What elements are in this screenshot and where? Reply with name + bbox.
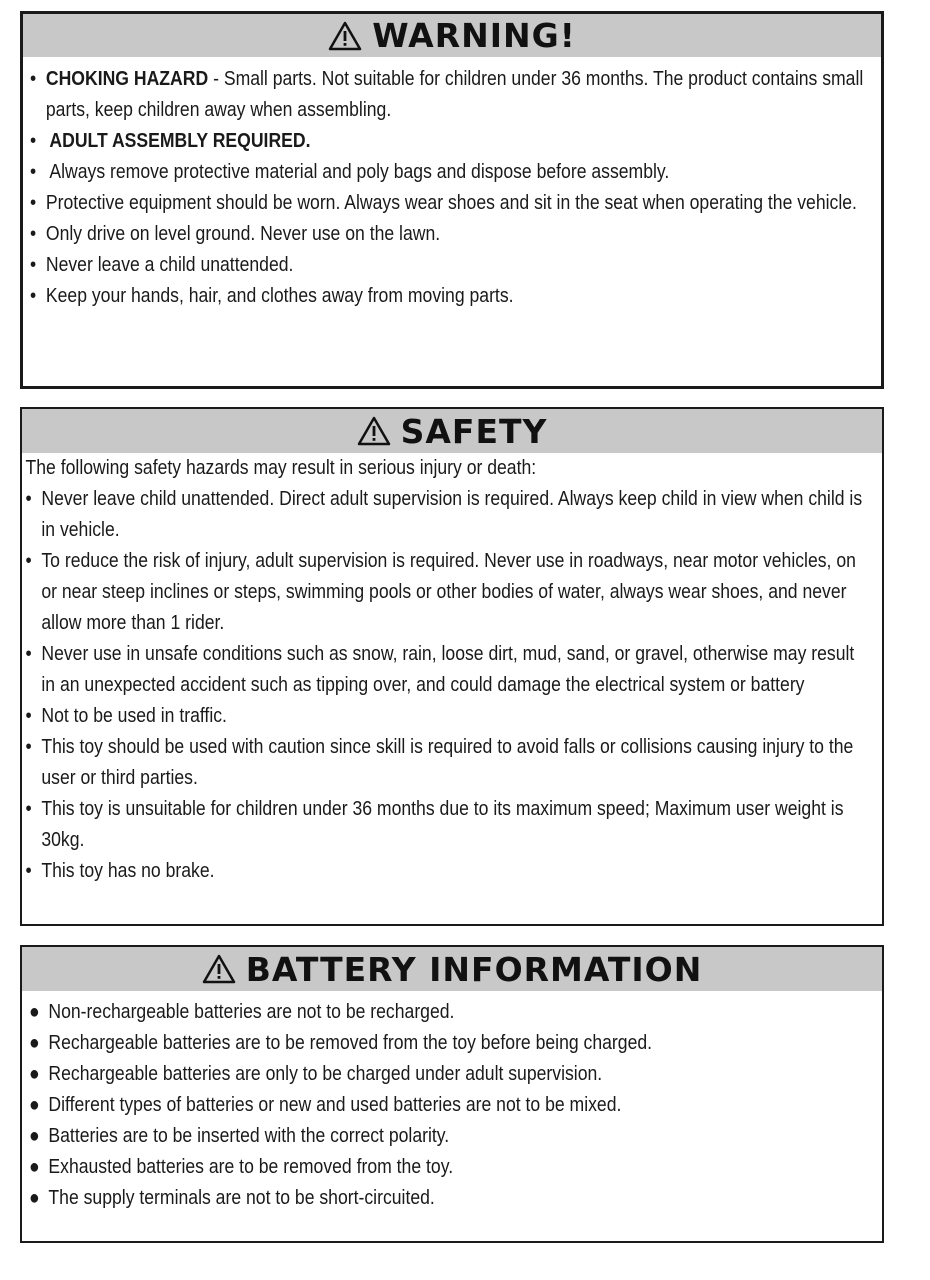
list-item: ● Rechargeable batteries are only to be charged under adult supervision. <box>29 1063 603 1085</box>
safety-title: SAFETY <box>400 411 548 451</box>
list-item: • Never leave child unattended. Direct adult supervision is required. Always keep child in view when child is in vehicle. <box>25 488 863 541</box>
safety-box <box>20 407 884 926</box>
warning-header <box>23 14 881 57</box>
list-item: • Never leave a child unattended. <box>30 254 294 276</box>
list-item: ● Different types of batteries or new and used batteries are not to be mixed. <box>29 1094 622 1116</box>
battery-title: BATTERY INFORMATION <box>245 949 703 989</box>
warning-triangle-icon <box>328 21 362 51</box>
safety-header <box>22 409 882 453</box>
warning-box <box>20 11 884 389</box>
list-item: • Not to be used in traffic. <box>25 705 227 727</box>
list-item: • Only drive on level ground. Never use on the lawn. <box>30 223 441 245</box>
warning-title: WARNING! <box>372 16 576 55</box>
list-item: • Keep your hands, hair, and clothes away from moving parts. <box>30 285 514 307</box>
battery-header <box>22 947 882 991</box>
battery-box <box>20 945 884 1243</box>
list-item: • Never use in unsafe conditions such as snow, rain, loose dirt, mud, sand, or gravel, otherwise may result in an unexpected accident such as tipping over, and could damage the electrical system or battery <box>25 643 855 696</box>
safety-intro: The following safety hazards may result in serious injury or death: <box>25 457 537 479</box>
list-item: ● Batteries are to be inserted with the correct polarity. <box>29 1125 450 1147</box>
list-item: • To reduce the risk of injury, adult supervision is required. Never use in roadways, near motor vehicles, on or near steep inclines or steps, swimming pools or other bodies of water, always wear shoes, and never allow more than 1 rider. <box>25 550 856 634</box>
warning-triangle-icon <box>357 416 391 446</box>
list-item: • This toy should be used with caution since skill is required to avoid falls or collisions causing injury to the user or third parties. <box>25 736 854 789</box>
list-item: • This toy is unsuitable for children under 36 months due to its maximum speed; Maximum user weight is 30kg. <box>25 798 844 851</box>
list-item: ● The supply terminals are not to be short-circuited. <box>29 1187 435 1209</box>
warning-list <box>23 57 875 312</box>
list-item: ● Exhausted batteries are to be removed from the toy. <box>29 1156 454 1178</box>
battery-list <box>22 991 874 1214</box>
list-item: ● Non-rechargeable batteries are not to be recharged. <box>29 1001 455 1023</box>
warning-triangle-icon <box>202 954 236 984</box>
list-item: • Protective equipment should be worn. Always wear shoes and sit in the seat when operating the vehicle. <box>30 192 857 214</box>
safety-list <box>22 453 870 887</box>
list-item: • This toy has no brake. <box>25 860 215 882</box>
list-item: • CHOKING HAZARD - Small parts. Not suitable for children under 36 months. The product contains small parts, keep children away when assembling. <box>30 68 864 121</box>
list-item: • Always remove protective material and poly bags and dispose before assembly. <box>30 161 670 183</box>
list-item: • ADULT ASSEMBLY REQUIRED. <box>30 130 311 152</box>
list-item: ● Rechargeable batteries are to be removed from the toy before being charged. <box>29 1032 653 1054</box>
